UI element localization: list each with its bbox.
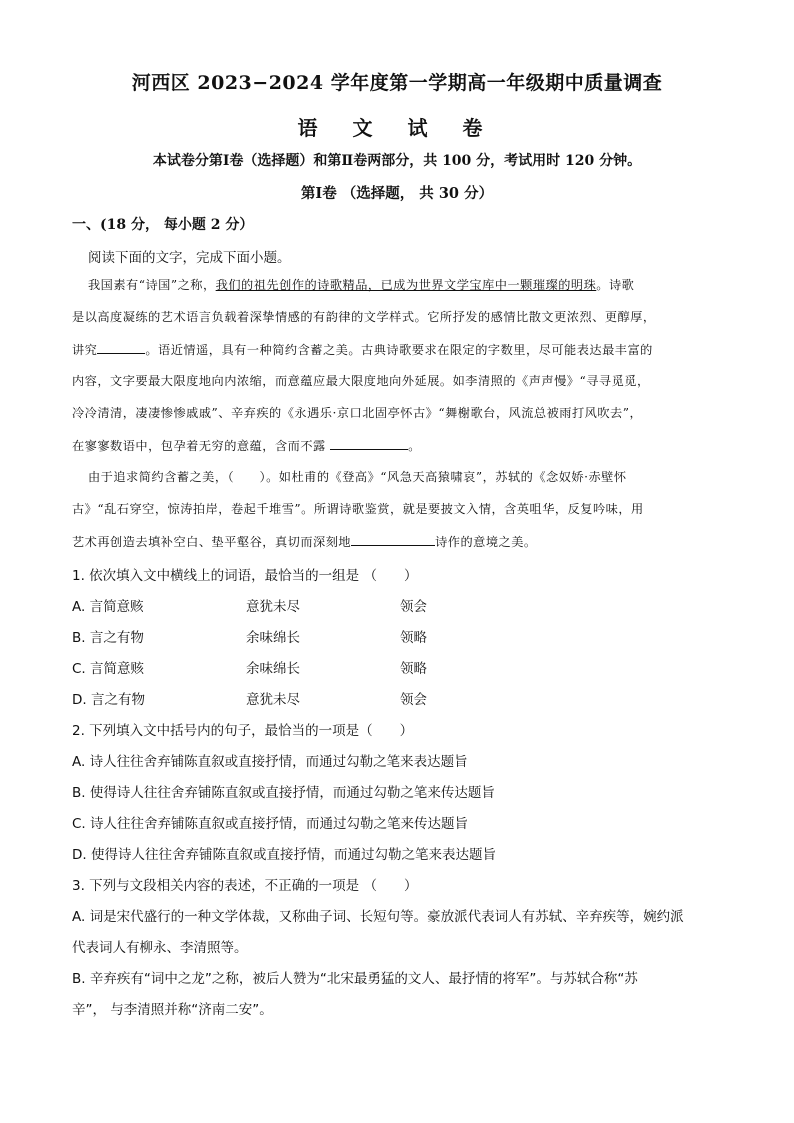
option-letter: D. — [72, 692, 87, 708]
passage-text: 诗作的意境之美。 — [435, 535, 537, 549]
passage-text: 我国素有“诗国”之称， — [88, 278, 216, 292]
q1-option-d-word2: 意犹未尽 — [246, 692, 300, 708]
passage-line — [72, 340, 653, 358]
passage-line: 冷冷清清，凄凄惨惨戚戚”、辛弃疾的《永遇乐·京口北固亭怀古》“舞榭歌台，风流总被雨打风吹去”， — [72, 406, 643, 420]
q2-option-d[interactable]: D. 使得诗人往往舍弃铺陈直叙或直接抒情，而通过勾勒之笔来表达题旨 — [72, 847, 496, 863]
passage-line: 古》“乱石穿空，惊涛拍岸，卷起千堆雪”。所谓诗歌鉴赏，就是要披文入情，含英咀华，反复吟味，用 — [72, 502, 644, 516]
passage-text: 在寥寥数语中，包孕着无穷的意蕴，含而不露 — [72, 439, 326, 453]
q3-option-b[interactable]: B. 辛弃疾有“词中之龙”之称，被后人赞为“北宋最勇猛的文人、最抒情的将军”。与苏轼合称“苏 — [72, 971, 638, 987]
fill-blank-2 — [330, 436, 408, 450]
option-letter: B. — [72, 630, 86, 646]
q1-option-b[interactable] — [72, 626, 144, 646]
option-word: 言之有物 — [89, 630, 144, 646]
q1-option-b-word3: 领略 — [400, 630, 427, 646]
passage-line: 是以高度凝练的艺术语言负载着深挚情感的有韵律的文学样式。它所抒发的感情比散文更浓烈、更醇厚， — [72, 310, 656, 324]
option-letter: A. — [72, 599, 86, 615]
q1-option-c-word2: 余味绵长 — [246, 661, 300, 677]
exam-subtitle: 语 文 试 卷 — [297, 116, 497, 140]
fill-blank-1 — [97, 340, 145, 354]
q1-option-a-word2: 意犹未尽 — [246, 599, 300, 615]
exam-note: 本试卷分第Ⅰ卷（选择题）和第Ⅱ卷两部分，共 100 分，考试用时 120 分钟。 — [152, 153, 642, 169]
exam-title: 河西区 2023−2024 学年度第一学期高一年级期中质量调查 — [131, 72, 663, 94]
q2-option-c[interactable]: C. 诗人往往舍弃铺陈直叙或直接抒情，而通过勾勒之笔来传达题旨 — [72, 816, 469, 832]
q1-option-d[interactable] — [72, 688, 145, 708]
underlined-sentence: 我们的祖先创作的诗歌精品，已成为世界文学宝库中一颗璀璨的明珠 — [215, 278, 597, 292]
passage-line: 内容，文字要最大限度地向内浓缩，而意蕴应最大限度地向外延展。如李清照的《声声慢》“寻寻觅觅， — [72, 374, 650, 388]
part-heading: 第Ⅰ卷 （选择题， 共 30 分） — [300, 185, 494, 202]
q2-option-b[interactable]: B. 使得诗人往往舍弃铺陈直叙或直接抒情，而通过勾勒之笔来传达题旨 — [72, 785, 495, 801]
passage-text: 艺术再创造去填补空白、垫平壑谷，真切而深刻地 — [72, 535, 352, 549]
passage-text: 讲究 — [72, 343, 98, 357]
reading-instruction: 阅读下面的文字，完成下面小题。 — [88, 250, 291, 266]
q1-option-a[interactable] — [72, 595, 144, 615]
passage-line — [72, 532, 537, 550]
q1-option-a-word3: 领会 — [400, 599, 427, 615]
q1-option-d-word3: 领会 — [400, 692, 427, 708]
passage-line: 由于追求简约含蓄之美，（ ）。如杜甫的《登高》“风急天高猿啸哀”，苏轼的《念奴娇·赤壁怀 — [88, 470, 627, 484]
question-3-stem: 3. 下列与文段相关内容的表述，不正确的一项是 （ ） — [72, 878, 418, 894]
q1-option-b-word2: 余味绵长 — [246, 630, 300, 646]
passage-text: 。语近情遥，具有一种简约含蓄之美。古典诗歌要求在限定的字数里，尽可能表达最丰富的 — [145, 343, 653, 357]
question-1-stem: 1. 依次填入文中横线上的词语，最恰当的一组是 （ ） — [72, 568, 418, 584]
option-letter: C. — [72, 661, 86, 677]
q1-option-c-word3: 领略 — [400, 661, 427, 677]
q2-option-a[interactable]: A. 诗人往往舍弃铺陈直叙或直接抒情，而通过勾勒之笔来表达题旨 — [72, 754, 468, 770]
option-word: 言简意赅 — [89, 599, 144, 615]
fill-blank-3 — [351, 532, 435, 546]
q3-option-a-cont: 代表词人有柳永、李清照等。 — [72, 940, 248, 956]
option-word: 言之有物 — [90, 692, 145, 708]
q3-option-b-cont: 辛”， 与李清照并称“济南二安”。 — [72, 1002, 273, 1018]
passage-text: 。诗歌 — [596, 278, 635, 292]
option-word: 言简意赅 — [90, 661, 145, 677]
passage-line — [72, 436, 421, 454]
section-heading: 一、(18 分， 每小题 2 分） — [72, 217, 254, 233]
q1-option-c[interactable] — [72, 657, 144, 677]
question-2-stem: 2. 下列填入文中括号内的句子，最恰当的一项是（ ） — [72, 723, 414, 739]
passage-text: 。 — [408, 439, 421, 453]
q3-option-a[interactable]: A. 词是宋代盛行的一种文学体裁，又称曲子词、长短句等。豪放派代表词人有苏轼、辛弃疾等，婉约派 — [72, 909, 684, 925]
passage-line — [88, 276, 634, 293]
